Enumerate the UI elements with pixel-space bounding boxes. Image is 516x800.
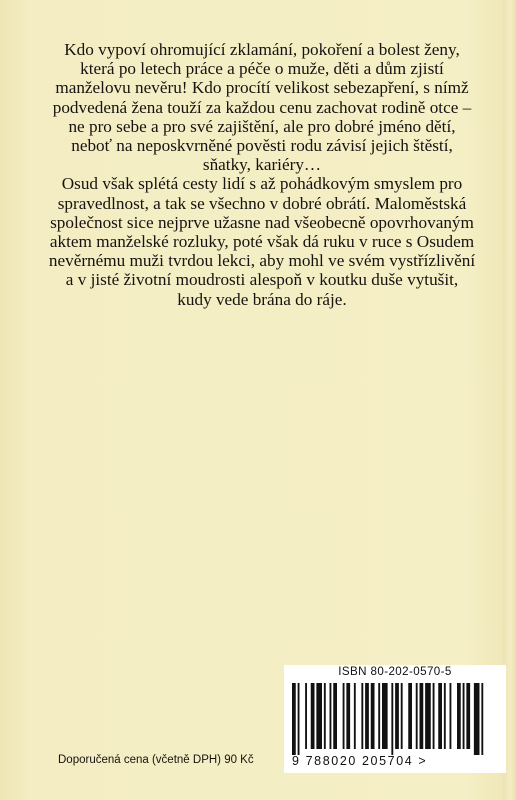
barcode-bar <box>343 683 345 749</box>
barcode-bar <box>382 683 388 749</box>
barcode-bar <box>330 683 332 749</box>
isbn-number: ISBN 80-202-0570-5 <box>338 665 452 678</box>
barcode-bar <box>333 683 337 749</box>
barcode-bars <box>292 683 487 755</box>
barcode-bar <box>365 683 369 749</box>
barcode-bar <box>401 683 403 749</box>
barcode-bar <box>416 683 418 749</box>
recommended-price: Doporučená cena (včetně DPH) 90 Kč <box>58 754 254 766</box>
barcode-label <box>284 665 506 773</box>
barcode-bar <box>474 683 480 755</box>
barcode-bar <box>457 683 461 749</box>
barcode-bar <box>378 683 380 749</box>
barcode-bar <box>371 683 375 749</box>
blurb-paragraph-1: Kdo vypoví ohromující zklamání, pokoření a bolest ženy, která po letech práce a péče o muže, děti a dům zjistí manželovu nevěru! Kdo procítí velikost sebezapření, s nímž podvedená žena touží za každou cenu zachovat rodině otce – ne pro sebe a pro své zajištění, ale pro dobré jméno dětí, neboť na neposkvrněné pověsti rodu závisí jejich štěstí, sňatky, kariéry… <box>52 40 472 175</box>
barcode-bar <box>481 683 483 755</box>
barcode-bar <box>420 683 424 749</box>
barcode-bar <box>391 683 393 755</box>
barcode-bar <box>298 683 300 755</box>
barcode-bar <box>324 683 326 749</box>
barcode-bar <box>463 683 465 749</box>
barcode-bar <box>311 683 315 749</box>
barcode-bar <box>346 683 350 749</box>
barcode-bar <box>444 683 446 749</box>
barcode-bar <box>395 683 399 749</box>
barcode-bar <box>438 683 442 749</box>
barcode-bar <box>305 683 307 749</box>
barcode-bar <box>433 683 435 749</box>
ean-digits: 9 788020 205704 > <box>292 754 428 768</box>
blurb-paragraph-2: Osud však splétá cesty lidí s až pohádkovým smyslem pro spravedlnost, a tak se všechno v dobré obrátí. Maloměstská společnost sice nejprve užasne nad všeobecně opovrhovaným aktem manželské rozluky, poté však dá ruku v ruce s Osudem nevěrnému muži tvrdou lekci, aby mohl ve svém vystřízlivění a v jisté životní moudrosti alespoň v koutku duše vytušit, kudy vede brána do ráje. <box>48 174 476 309</box>
barcode-bar <box>316 683 322 749</box>
barcode-bar <box>292 683 296 755</box>
barcode-bar <box>450 683 452 749</box>
barcode-bar <box>361 683 363 749</box>
barcode-bar <box>408 683 412 749</box>
barcode-bar <box>466 683 470 749</box>
blurb-text <box>48 40 476 309</box>
barcode-bar <box>425 683 431 749</box>
barcode-bar <box>354 683 356 749</box>
